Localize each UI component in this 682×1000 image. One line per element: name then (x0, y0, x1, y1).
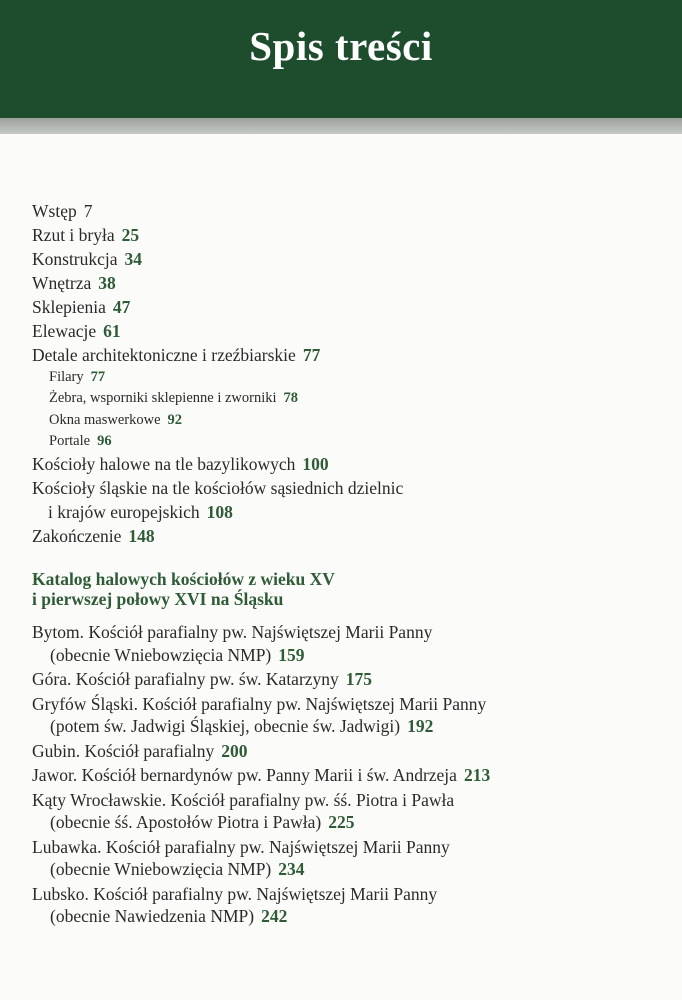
toc-entry-wstep (32, 199, 652, 223)
catalog-entry-text: (obecnie śś. Apostołów Piotra i Pawła) (50, 812, 322, 832)
catalog-entry-line (32, 764, 662, 787)
toc-entry-label: Elewacje (32, 321, 97, 341)
toc-page-number: 100 (302, 454, 329, 475)
catalog-entry-gryfow (32, 693, 662, 738)
catalog-entry-line: Gryfów Śląski. Kościół parafialny pw. Najświętszej Marii Panny (32, 693, 487, 714)
table-of-contents (32, 199, 652, 548)
catalog-entry-lubawka (32, 836, 662, 881)
page-title: Spis treści (249, 23, 433, 69)
toc-page-number: 96 (97, 432, 112, 449)
catalog-entry-line: Bytom. Kościół parafialny pw. Najświętszej Marii Panny (32, 622, 433, 642)
catalog-entry-line-continued (32, 905, 662, 928)
toc-entry-halowe (32, 452, 652, 476)
toc-page-number: 78 (283, 390, 299, 407)
toc-page-number: 25 (121, 225, 140, 245)
toc-entry-label: Wstęp (32, 201, 77, 221)
catalog-page-number: 242 (261, 906, 288, 926)
toc-entry-label: Konstrukcja (32, 249, 118, 269)
toc-entry-wnetrza (32, 271, 652, 295)
toc-subentry-filary (32, 367, 652, 388)
toc-entry-elewacje (32, 319, 652, 343)
catalog-entry-line (32, 668, 662, 691)
toc-entry-label: Żebra, wsporniki sklepienne i zworniki (49, 390, 277, 407)
catalog-page-number: 159 (278, 644, 305, 665)
catalog-heading-line: Katalog halowych kościołów z wieku XV (32, 569, 335, 589)
catalog-entry-gubin (32, 740, 662, 763)
toc-entry-label: Portale (49, 432, 91, 449)
toc-page-number: 148 (128, 526, 155, 547)
toc-entry-label: Detale architektoniczne i rzeźbiarskie (32, 345, 296, 365)
toc-page-number: 61 (103, 321, 121, 341)
toc-page-number: 108 (206, 502, 233, 523)
catalog-section (32, 569, 662, 928)
toc-entry-label: Zakończenie (32, 526, 122, 547)
catalog-entry-jawor (32, 764, 662, 787)
toc-entry-konstrukcja (32, 247, 652, 271)
catalog-entry-lubsko (32, 883, 662, 928)
toc-entry-rzut (32, 223, 652, 247)
catalog-heading-line: i pierwszej połowy XVI na Śląsku (32, 589, 284, 609)
catalog-page-number: 175 (345, 669, 373, 689)
catalog-entry-text: (potem św. Jadwigi Śląskiej, obecnie św. Jadwigi) (50, 716, 401, 736)
catalog-entry-gora (32, 668, 662, 691)
catalog-entry-line (32, 740, 662, 763)
toc-page-number: 38 (98, 273, 116, 293)
toc-entry-label: Okna maswerkowe (49, 411, 161, 428)
catalog-entry-line: Lubawka. Kościół parafialny pw. Najświętszej Marii Panny (32, 836, 450, 857)
catalog-entry-line-continued (32, 715, 662, 738)
toc-page-number: 34 (124, 249, 143, 269)
toc-entry-label: Sklepienia (32, 297, 106, 317)
toc-page-number: 47 (112, 297, 131, 317)
toc-subentry-portale (32, 431, 652, 452)
catalog-page-number: 200 (221, 740, 248, 761)
catalog-entry-katy (32, 789, 662, 834)
toc-entry-label-continued (32, 500, 652, 524)
catalog-entry-text: Gubin. Kościół parafialny (32, 740, 215, 761)
catalog-page-number: 192 (407, 716, 434, 736)
catalog-entry-text: Góra. Kościół parafialny pw. św. Katarzyny (32, 669, 339, 689)
catalog-entry-line-continued (32, 858, 662, 881)
toc-entry-label-text: i krajów europejskich (48, 502, 200, 523)
catalog-page-number: 225 (328, 812, 355, 832)
catalog-list (32, 621, 662, 928)
toc-page-number: 77 (302, 345, 321, 365)
toc-entry-label: Rzut i bryła (32, 225, 115, 245)
toc-page-number: 7 (83, 201, 93, 221)
catalog-entry-line: Kąty Wrocławskie. Kościół parafialny pw. śś. Piotra i Pawła (32, 789, 455, 810)
header-band (0, 0, 682, 118)
toc-page-number: 92 (167, 411, 183, 428)
toc-subentry-okna (32, 410, 652, 431)
toc-entry-label: Kościoły halowe na tle bazylikowych (32, 454, 296, 475)
catalog-entry-text: (obecnie Wniebowzięcia NMP) (50, 644, 272, 665)
catalog-heading (32, 569, 662, 609)
toc-entry-zakonczenie (32, 524, 652, 548)
header-divider-strip (0, 118, 682, 134)
catalog-entry-line: Lubsko. Kościół parafialny pw. Najświętszej Marii Panny (32, 883, 438, 904)
toc-entry-slaskie (32, 476, 652, 524)
catalog-entry-bytom (32, 621, 662, 666)
catalog-page-number: 234 (278, 859, 305, 879)
toc-page-number: 77 (90, 369, 106, 385)
catalog-entry-text: (obecnie Wniebowzięcia NMP) (50, 859, 272, 879)
toc-entry-sklepienia (32, 295, 652, 319)
toc-subentry-zebra (32, 388, 652, 409)
catalog-entry-text: (obecnie Nawiedzenia NMP) (50, 906, 255, 926)
catalog-entry-text: Jawor. Kościół bernardynów pw. Panny Marii i św. Andrzeja (32, 765, 457, 785)
toc-entry-label: Filary (49, 369, 84, 385)
catalog-entry-line-continued (32, 811, 662, 834)
catalog-page-number: 213 (463, 765, 491, 785)
toc-entry-label: Kościoły śląskie na tle kościołów sąsiednich dzielnic (32, 478, 404, 499)
catalog-entry-line-continued (32, 644, 662, 667)
toc-entry-label: Wnętrza (32, 273, 92, 293)
toc-entry-detale (32, 343, 652, 367)
